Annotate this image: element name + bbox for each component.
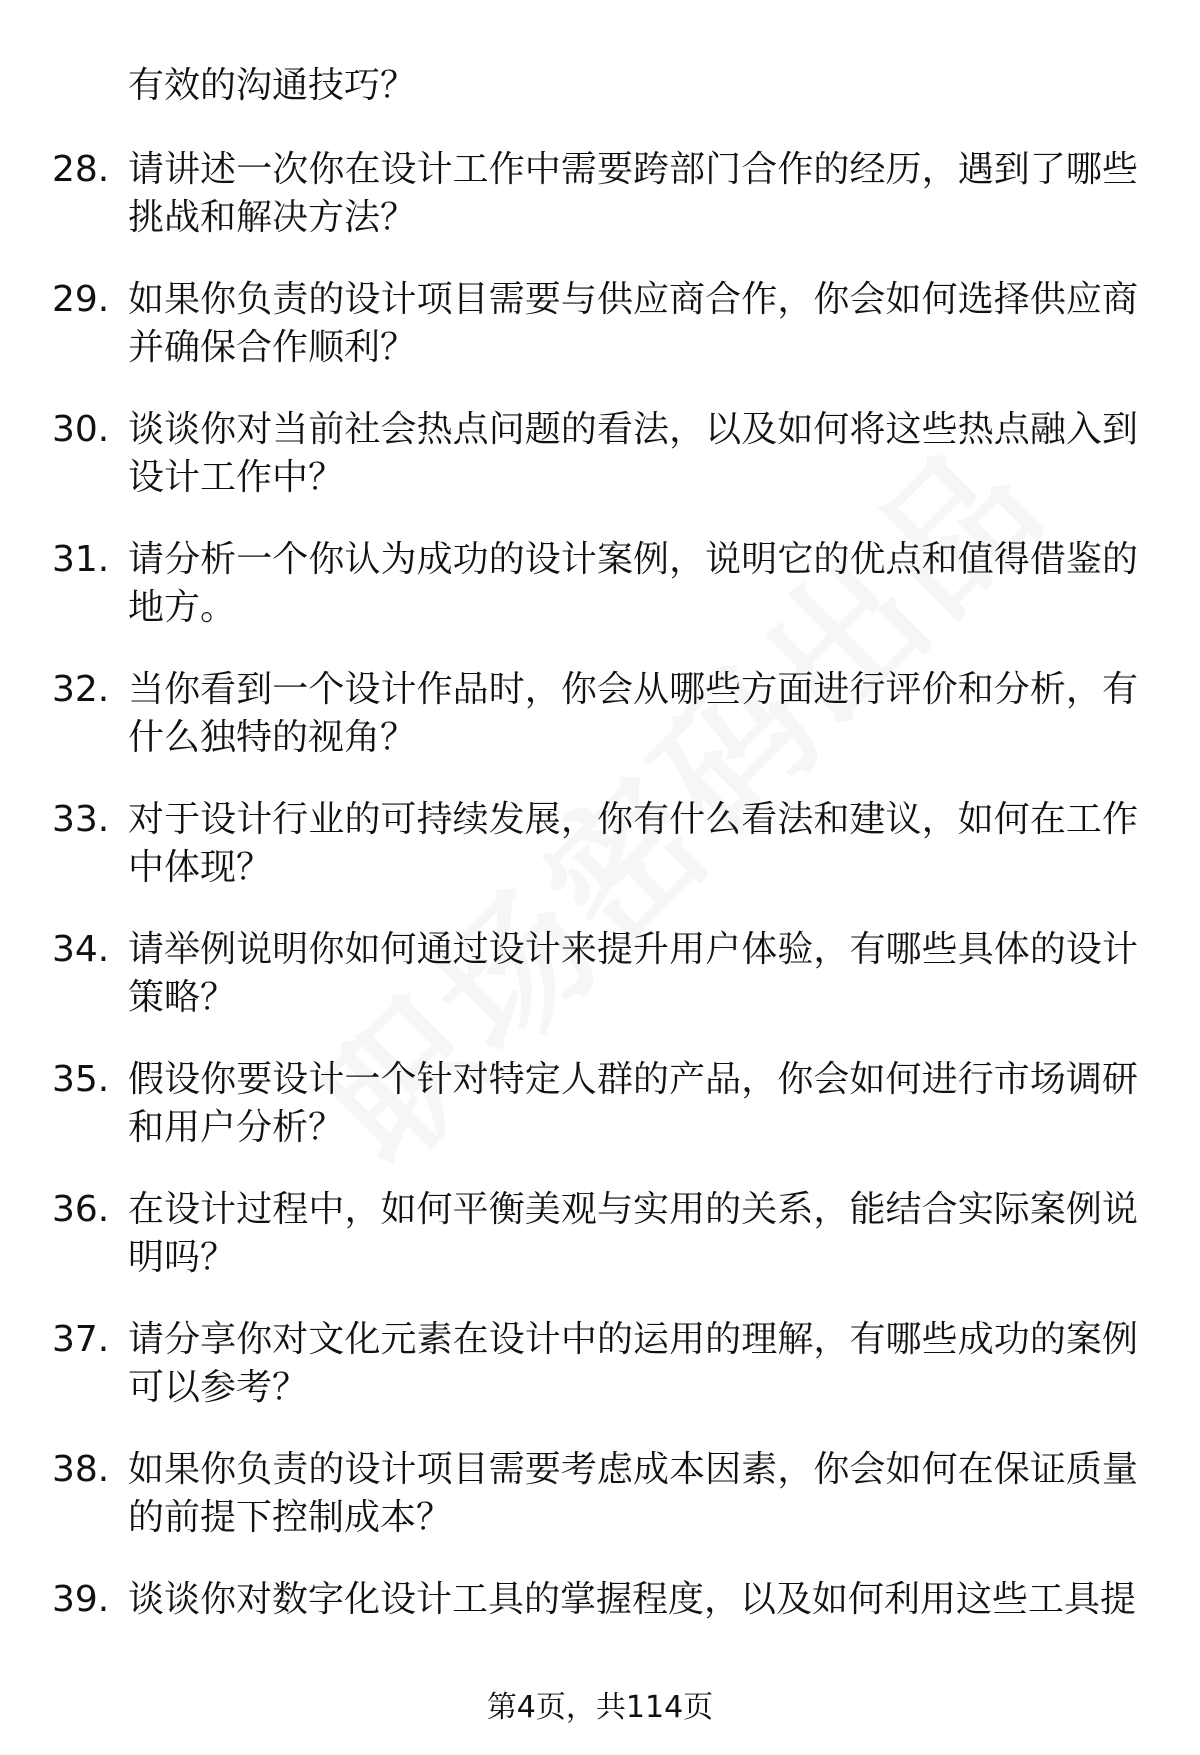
question-text: 谈谈你对数字化设计工具的掌握程度，以及如何利用这些工具提 (128, 1579, 1137, 1620)
question-number: 31. (52, 539, 110, 580)
question-text: 请举例说明你如何通过设计来提升用户体验，有哪些具体的设计策略？ (128, 929, 1138, 1018)
list-item (0, 1186, 1200, 1316)
list-item (0, 276, 1200, 406)
question-number: 34. (52, 929, 110, 970)
question-number: 29. (52, 279, 110, 320)
question-number: 35. (52, 1059, 110, 1100)
question-text: 在设计过程中，如何平衡美观与实用的关系，能结合实际案例说明吗？ (128, 1189, 1138, 1278)
list-item (0, 796, 1200, 926)
question-list (0, 146, 1200, 1706)
question-text: 如果你负责的设计项目需要考虑成本因素，你会如何在保证质量的前提下控制成本？ (128, 1449, 1138, 1538)
question-number: 30. (52, 409, 110, 450)
page-footer: 第4页，共114页 (486, 1690, 714, 1725)
question-text: 请讲述一次你在设计工作中需要跨部门合作的经历，遇到了哪些挑战和解决方法？ (128, 149, 1138, 238)
question-number: 36. (52, 1189, 110, 1230)
question-text: 当你看到一个设计作品时，你会从哪些方面进行评价和分析，有什么独特的视角？ (128, 669, 1138, 758)
question-number: 32. (52, 669, 110, 710)
list-item (0, 406, 1200, 536)
continuation-text: 有效的沟通技巧？ (128, 65, 417, 106)
list-item (0, 926, 1200, 1056)
question-text: 对于设计行业的可持续发展，你有什么看法和建议，如何在工作中体现？ (128, 799, 1138, 888)
list-item (0, 536, 1200, 666)
question-number: 37. (52, 1319, 110, 1360)
question-number: 39. (52, 1579, 110, 1620)
list-item (0, 1316, 1200, 1446)
question-number: 38. (52, 1449, 110, 1490)
list-item (0, 1446, 1200, 1576)
question-text: 请分享你对文化元素在设计中的运用的理解，有哪些成功的案例可以参考？ (128, 1319, 1138, 1408)
list-item (0, 1056, 1200, 1186)
list-item (0, 146, 1200, 276)
question-number: 33. (52, 799, 110, 840)
question-text: 假设你要设计一个针对特定人群的产品，你会如何进行市场调研和用户分析？ (128, 1059, 1138, 1148)
question-number: 28. (52, 149, 110, 190)
list-item (0, 666, 1200, 796)
question-text: 谈谈你对当前社会热点问题的看法，以及如何将这些热点融入到设计工作中？ (128, 409, 1138, 498)
list-item (0, 1576, 1200, 1706)
question-text: 请分析一个你认为成功的设计案例，说明它的优点和值得借鉴的地方。 (128, 539, 1138, 628)
question-text: 如果你负责的设计项目需要与供应商合作，你会如何选择供应商并确保合作顺利？ (128, 279, 1138, 368)
